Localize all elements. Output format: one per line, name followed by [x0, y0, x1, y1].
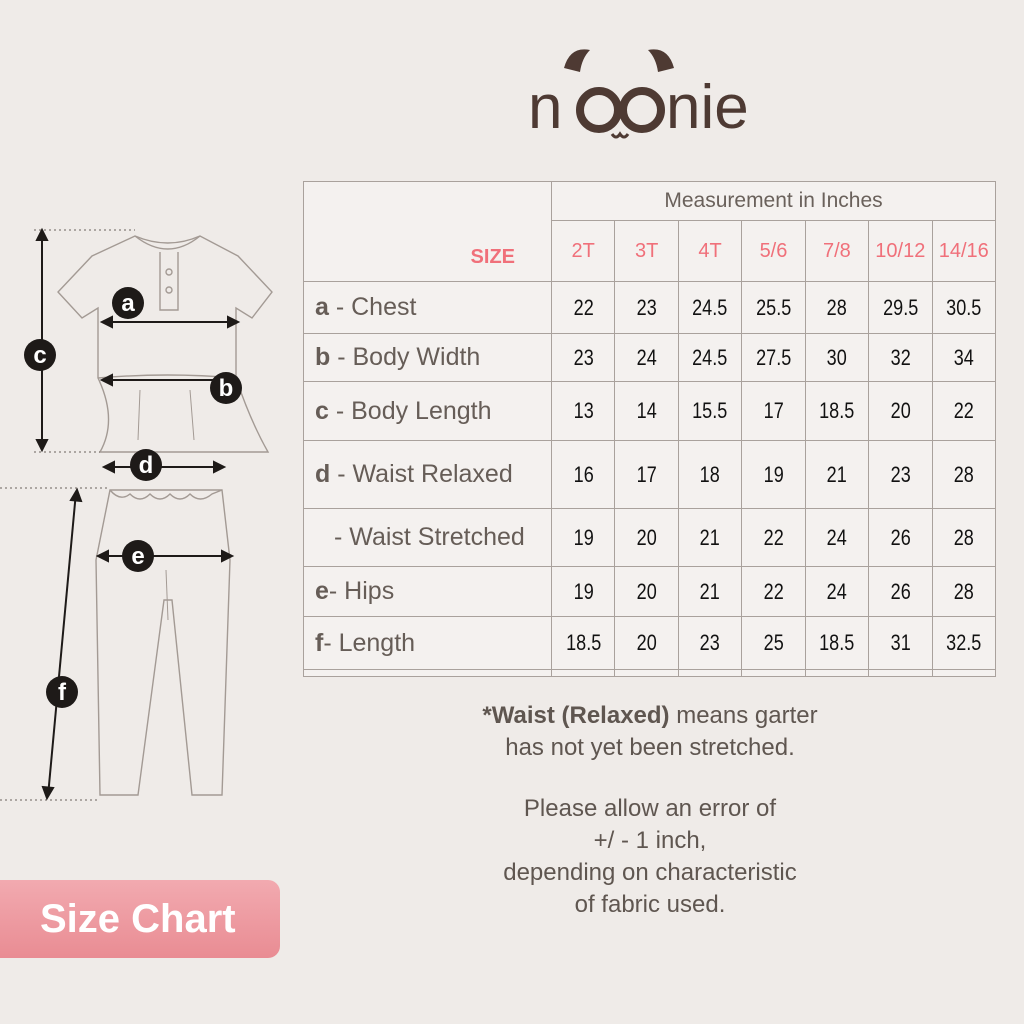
svg-text:f: f [58, 679, 66, 706]
value-cell: 18 [684, 441, 736, 509]
value-cell: 25 [747, 617, 799, 670]
value-cell: 25.5 [747, 282, 799, 334]
size-3t: 3T [615, 221, 678, 282]
measurement-header: Measurement in Inches [552, 182, 996, 221]
size-7-8: 7/8 [805, 221, 868, 282]
value-cell: 24 [621, 334, 673, 382]
size-label: SIZE [470, 246, 515, 268]
row-label-length: f- Length [304, 617, 552, 670]
marker-c [24, 339, 56, 371]
value-cell: 20 [874, 382, 926, 441]
table-row [304, 617, 996, 670]
value-cell: 27.5 [747, 334, 799, 382]
svg-text:e: e [131, 543, 145, 570]
table-row [304, 509, 996, 567]
value-cell: 22 [747, 509, 799, 567]
value-cell: 26 [874, 509, 926, 567]
size-2t: 2T [552, 221, 615, 282]
pants-outline [96, 490, 230, 795]
svg-text:b: b [218, 375, 234, 402]
table-row-spacer [304, 670, 996, 677]
size-5-6: 5/6 [742, 221, 805, 282]
marker-f [46, 676, 78, 708]
table-row [304, 567, 996, 617]
value-cell: 28 [811, 282, 863, 334]
value-cell: 32.5 [938, 617, 990, 670]
value-cell: 24 [811, 509, 863, 567]
waist-note-bold: *Waist (Relaxed) [482, 702, 670, 729]
size-10-12: 10/12 [869, 221, 932, 282]
value-cell: 18.5 [811, 382, 863, 441]
noonie-logo [520, 40, 780, 150]
value-cell: 21 [684, 567, 736, 617]
value-cell: 28 [938, 509, 990, 567]
error-note-line: depending on characteristic [503, 859, 797, 886]
shirt-button [166, 269, 172, 275]
value-cell: 17 [747, 382, 799, 441]
row-label-chest: a - Chest [304, 282, 552, 334]
logo-text-n: n [528, 73, 563, 142]
value-cell: 23 [621, 282, 673, 334]
garment-illustration [0, 220, 290, 820]
waist-note [420, 700, 880, 764]
marker-d [130, 449, 162, 481]
logo-text-nie: nie [666, 73, 749, 142]
size-14-16: 14/16 [932, 221, 995, 282]
value-cell: 30.5 [938, 282, 990, 334]
pants-waistband [110, 490, 222, 499]
value-cell: 22 [938, 382, 990, 441]
value-cell: 23 [684, 617, 736, 670]
svg-text:d: d [138, 452, 154, 479]
error-note-line: Please allow an error of [523, 795, 777, 822]
value-cell: 29.5 [874, 282, 926, 334]
value-cell: 30 [811, 334, 863, 382]
value-cell: 28 [938, 567, 990, 617]
shirt-outline [58, 236, 272, 452]
value-cell: 23 [557, 334, 609, 382]
value-cell: 32 [874, 334, 926, 382]
size-header-cell [304, 182, 552, 282]
marker-a [112, 287, 144, 319]
value-cell: 13 [557, 382, 609, 441]
shirt-button [166, 287, 172, 293]
svg-text:a: a [121, 290, 135, 317]
row-label-hips: e- Hips [304, 567, 552, 617]
value-cell: 20 [621, 509, 673, 567]
table-row [304, 334, 996, 382]
value-cell: 16 [557, 441, 609, 509]
row-label-body-length: c - Body Length [304, 382, 552, 441]
value-cell: 26 [874, 567, 926, 617]
waist-note-line-2: has not yet been stretched. [505, 734, 795, 761]
error-note-line: +/ - 1 inch, [593, 827, 707, 854]
value-cell: 18.5 [557, 617, 609, 670]
table-row [304, 382, 996, 441]
value-cell: 20 [621, 617, 673, 670]
row-label-body-width: b - Body Width [304, 334, 552, 382]
value-cell: 28 [938, 441, 990, 509]
error-note [420, 793, 880, 921]
size-table [303, 181, 996, 677]
value-cell: 21 [811, 441, 863, 509]
waist-note-rest: means garter [669, 702, 818, 729]
value-cell: 19 [557, 567, 609, 617]
value-cell: 15.5 [684, 382, 736, 441]
value-cell: 19 [747, 441, 799, 509]
shirt-placket [160, 252, 178, 310]
value-cell: 31 [874, 617, 926, 670]
value-cell: 20 [621, 567, 673, 617]
value-cell: 22 [747, 567, 799, 617]
value-cell: 18.5 [811, 617, 863, 670]
value-cell: 24.5 [684, 334, 736, 382]
size-4t: 4T [678, 221, 741, 282]
value-cell: 34 [938, 334, 990, 382]
value-cell: 17 [621, 441, 673, 509]
svg-text:c: c [33, 342, 47, 369]
size-chart-badge: Size Chart [0, 880, 280, 958]
error-note-line: of fabric used. [574, 891, 726, 918]
value-cell: 14 [621, 382, 673, 441]
value-cell: 19 [557, 509, 609, 567]
value-cell: 24.5 [684, 282, 736, 334]
marker-b [210, 372, 242, 404]
value-cell: 23 [874, 441, 926, 509]
value-cell: 24 [811, 567, 863, 617]
value-cell: 21 [684, 509, 736, 567]
marker-e [122, 540, 154, 572]
row-label-waist-relaxed: d - Waist Relaxed [304, 441, 552, 509]
row-label-waist-stretched: - Waist Stretched [304, 509, 552, 567]
table-row [304, 441, 996, 509]
table-row [304, 282, 996, 334]
value-cell: 22 [557, 282, 609, 334]
